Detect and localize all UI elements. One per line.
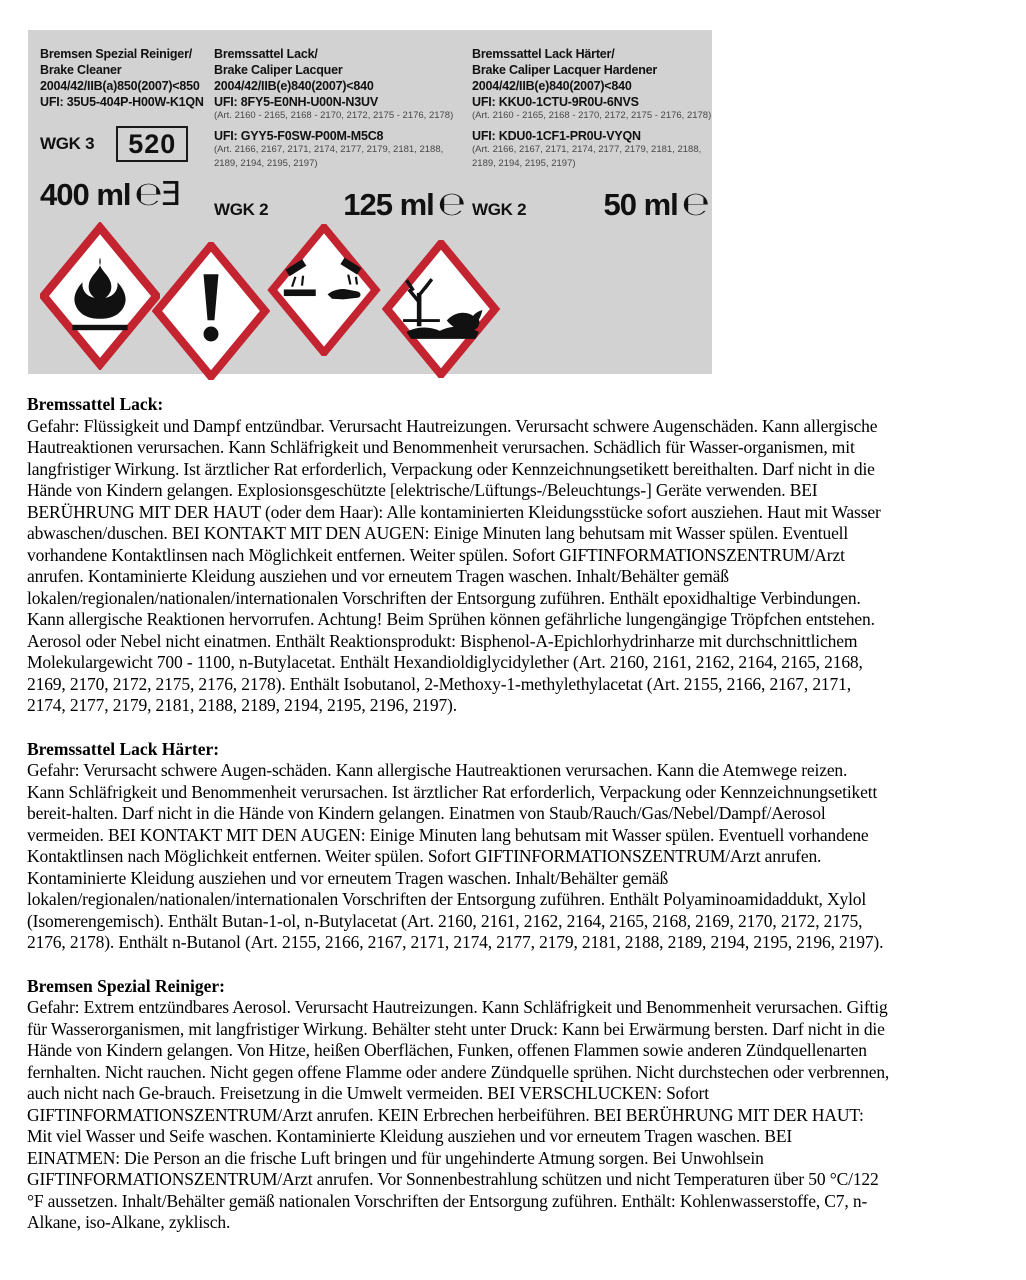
- volume-value: 125 ml: [343, 187, 434, 222]
- wgk-rating: WGK 2: [472, 200, 527, 219]
- product-name-en: Brake Caliper Lacquer Hardener: [472, 63, 658, 77]
- product-name-de: Bremssattel Lack Härter/: [472, 47, 615, 61]
- section-paragraph: [27, 416, 1015, 717]
- product-column-lacquer-hardener: [472, 46, 712, 223]
- text-line: GIFTINFORMATIONSZENTRUM/Arzt anrufen. Vor Sonnenbestrahlung schützen und nicht Temperaturen über 50 °C/122: [27, 1169, 879, 1189]
- product-name-en: Brake Caliper Lacquer: [214, 63, 343, 77]
- text-line: Hände von Kindern gelangen. Explosionsgeschützte [elektrische/Lüftungs-/Beleuchtungs-] Geräte verwenden. BEI: [27, 480, 818, 500]
- text-line: 2174, 2177, 2179, 2181, 2188, 2189, 2194, 2195, 2196, 2197).: [27, 695, 457, 715]
- text-line: lokalen/regionalen/nationalen/internationalen Vorschriften der Entsorgung zuführen. Enthält epoxidhaltige Verbindungen.: [27, 587, 861, 608]
- text-line: Hände von Kindern gelangen. Von Hitze, heißen Oberflächen, Funken, offenen Flammen sowie anderen Zündquellenarten: [27, 1040, 867, 1060]
- article-numbers-2b: 2189, 2194, 2195, 2197): [472, 158, 576, 169]
- product-column-caliper-lacquer: [214, 46, 464, 223]
- article-numbers: (Art. 2160 - 2165, 2168 - 2170, 2172, 2175 - 2176, 2178): [472, 110, 712, 121]
- wgk-volume-row: [472, 184, 708, 223]
- section-bremssattel-lack: [27, 394, 1015, 717]
- text-line: Kann Schläfrigkeit und Benommenheit verursachen. Ist ärztlicher Rat erforderlich, Verpackung oder Kennzeichnungsetikett: [27, 781, 878, 802]
- estimated-sign-icon: ℮: [437, 184, 464, 223]
- voc-code: 2004/42/IIB(e)840(2007)<840: [214, 79, 374, 93]
- text-line: °F aussetzen. Inhalt/Behälter gemäß nationalen Vorschriften der Entsorgung zuführen. Enthält: Kohlenwasserstoffe, C7, n-: [27, 1190, 868, 1211]
- text-line: EINATMEN: Die Person an die frische Luft bringen und für ungehinderte Atmung sorgen. Bei Unwohlsein: [27, 1147, 764, 1168]
- estimated-sign-icon: ℮: [681, 184, 708, 223]
- product-column-brake-cleaner: [40, 46, 205, 213]
- section-bremsen-spezial-reiniger: [27, 976, 1015, 1234]
- article-numbers-2b: 2189, 2194, 2195, 2197): [214, 158, 318, 169]
- ufi-code: UFI: 8FY5-E0NH-U00N-N3UV: [214, 95, 378, 109]
- text-line: fernhalten. Nicht rauchen. Nicht gegen offene Flamme oder andere Zündquelle sprühen. Nicht durchstechen oder verbrennen,: [27, 1061, 890, 1082]
- text-line: Hautreaktionen verursachen. Kann Schläfrigkeit und Benommenheit verursachen. Schädlich für Wasser-organismen, mit: [27, 437, 855, 457]
- article-numbers-2: (Art. 2166, 2167, 2171, 2174, 2177, 2179, 2181, 2188,: [214, 144, 444, 155]
- ufi-code-2: UFI: GYY5-F0SW-P00M-M5C8: [214, 129, 384, 143]
- ufi-code: UFI: KKU0-1CTU-9R0U-6NVS: [472, 95, 639, 109]
- section-heading: Bremsen Spezial Reiniger:: [27, 975, 225, 996]
- section-bremssattel-lack-haerter: [27, 739, 1015, 954]
- product-code-box: 520: [116, 126, 188, 162]
- text-line: auch nicht nach Ge-brauch. Freisetzung in die Umwelt vermeiden. BEI VERSCHLUCKEN: Sofort: [27, 1083, 709, 1103]
- volume-row: [40, 174, 205, 213]
- section-heading: Bremssattel Lack:: [27, 394, 164, 414]
- section-paragraph: [27, 760, 1015, 954]
- text-line: Mit viel Wasser und Seife waschen. Kontaminierte Kleidung ausziehen und vor erneutem Tragen waschen. BEI: [27, 1126, 793, 1146]
- text-line: Gefahr: Extrem entzündbares Aerosol. Verursacht Hautreizungen. Kann Schläfrigkeit und Benommenheit verursachen. Giftig: [27, 997, 888, 1017]
- text-line: abwaschen/duschen. BEI KONTAKT MIT DEN AUGEN: Einige Minuten lang behutsam mit Wasser spülen. Eventuell: [27, 523, 849, 543]
- wgk-volume-row: [214, 184, 464, 223]
- ghs-flame-icon: [40, 222, 160, 370]
- text-line: langfristiger Wirkung. Ist ärztlicher Rat erforderlich, Verpackung oder Kennzeichnungsetikett bereithalten. Darf nicht in die: [27, 458, 875, 479]
- article-numbers-2: (Art. 2166, 2167, 2171, 2174, 2177, 2179, 2181, 2188,: [472, 144, 702, 155]
- text-line: Alkane, iso-Alkane, zyklisch.: [27, 1212, 231, 1232]
- text-line: für Wasserorganismen, mit langfristiger Wirkung. Behälter steht unter Druck: Kann bei Erwärmung bersten. Darf nicht in die: [27, 1018, 885, 1039]
- text-line: Kontaminierte Kleidung ausziehen und vor erneutem Tragen waschen. Inhalt/Behälter gemäß: [27, 867, 669, 888]
- article-numbers: (Art. 2160 - 2165, 2168 - 2170, 2172, 2175 - 2176, 2178): [214, 110, 454, 121]
- section-heading: Bremssattel Lack Härter:: [27, 738, 220, 759]
- text-line: lokalen/regionalen/nationalen/internationalen Vorschriften der Entsorgung zuführen. Enthält Polyaminoamidaddukt, Xylol: [27, 889, 867, 909]
- voc-code: 2004/42/IIB(e)840(2007)<840: [472, 79, 632, 93]
- product-name-de: Bremssattel Lack/: [214, 47, 318, 61]
- ghs-exclamation-icon: [152, 242, 270, 380]
- volume-value: 50 ml: [603, 187, 678, 222]
- text-line: Kann allergische Reaktionen hervorrufen. Achtung! Beim Sprühen können gefährliche lungengängige Tröpfchen entstehen.: [27, 609, 875, 629]
- safety-text: [27, 394, 1015, 1256]
- section-paragraph: [27, 997, 1015, 1234]
- text-line: Kontaktlinsen nach Möglichkeit entfernen. Weiter spülen. Sofort GIFTINFORMATIONSZENTRUM/Arzt anrufen.: [27, 846, 822, 866]
- text-line: vermeiden. BEI KONTAKT MIT DEN AUGEN: Einige Minuten lang behutsam mit Wasser spülen. Eventuell vorhandene: [27, 824, 869, 845]
- text-line: 2169, 2170, 2172, 2175, 2176, 2178). Enthält Isobutanol, 2-Methoxy-1-methylethylacetat (Art. 2155, 2166, 2167, 2171,: [27, 673, 851, 694]
- wgk-rating: WGK 2: [214, 200, 269, 219]
- ufi-code-2: UFI: KDU0-1CF1-PR0U-VYQN: [472, 129, 641, 143]
- text-line: 2176, 2178). Enthält n-Butanol (Art. 2155, 2166, 2167, 2171, 2174, 2177, 2179, 2181, 2188, 2189, 2194, 2195, 2196, 2197).: [27, 932, 884, 952]
- ghs-environment-icon: [380, 240, 502, 378]
- product-name-en: Brake Cleaner: [40, 63, 122, 77]
- product-name-de: Bremsen Spezial Reiniger/: [40, 47, 193, 61]
- wgk-rating: WGK 3: [40, 134, 95, 153]
- text-line: Molekulargewicht 700 - 1100, n-Butylacetat. Enthält Hexandioldiglycidylether (Art. 2160, 2161, 2162, 2164, 2165, 2168,: [27, 652, 863, 672]
- text-line: bereit-halten. Darf nicht in die Hände von Kindern gelangen. Einatmen von Staub/Rauch/Gas/Nebel/Dampf/Aerosol: [27, 803, 826, 823]
- ufi-code: UFI: 35U5-404P-H00W-K1QN: [40, 95, 204, 109]
- product-label-panel: [28, 30, 712, 374]
- volume-value: 400 ml: [40, 177, 131, 212]
- text-line: vorhandene Kontaktlinsen nach Möglichkeit entfernen. Weiter spülen. Sofort GIFTINFORMATIONSZENTRUM/Arzt: [27, 544, 845, 565]
- text-line: anrufen. Kontaminierte Kleidung ausziehen und vor erneutem Tragen waschen. Inhalt/Behälter gemäß: [27, 566, 729, 586]
- voc-code: 2004/42/IIB(a)850(2007)<850: [40, 79, 200, 93]
- text-line: GIFTINFORMATIONSZENTRUM/Arzt anrufen. KEIN Erbrechen herbeiführen. BEI BERÜHRUNG MIT DER HAUT:: [27, 1104, 864, 1125]
- text-line: BERÜHRUNG MIT DER HAUT (oder dem Haar): Alle kontaminierten Kleidungsstücke sofort ausziehen. Haut mit Wasser: [27, 501, 881, 522]
- wgk-row: [40, 126, 205, 162]
- text-line: Gefahr: Verursacht schwere Augen-schäden. Kann allergische Hautreaktionen verursachen. Kann die Atemwege reizen.: [27, 760, 848, 780]
- ghs-corrosion-icon: [266, 224, 382, 356]
- text-line: (Isomerengemisch). Enthält Butan-1-ol, n-Butylacetat (Art. 2160, 2161, 2162, 2164, 2165, 2168, 2169, 2170, 2172, 2175,: [27, 910, 863, 931]
- text-line: Aerosol oder Nebel nicht einatmen. Enthält Reaktionsprodukt: Bisphenol-A-Epichlorhydrinharze mit durchschnittlichem: [27, 630, 858, 651]
- estimated-sign-icon: ℮Ǝ: [134, 174, 180, 213]
- text-line: Gefahr: Flüssigkeit und Dampf entzündbar. Verursacht Hautreizungen. Verursacht schwere Augenschäden. Kann allergische: [27, 415, 878, 436]
